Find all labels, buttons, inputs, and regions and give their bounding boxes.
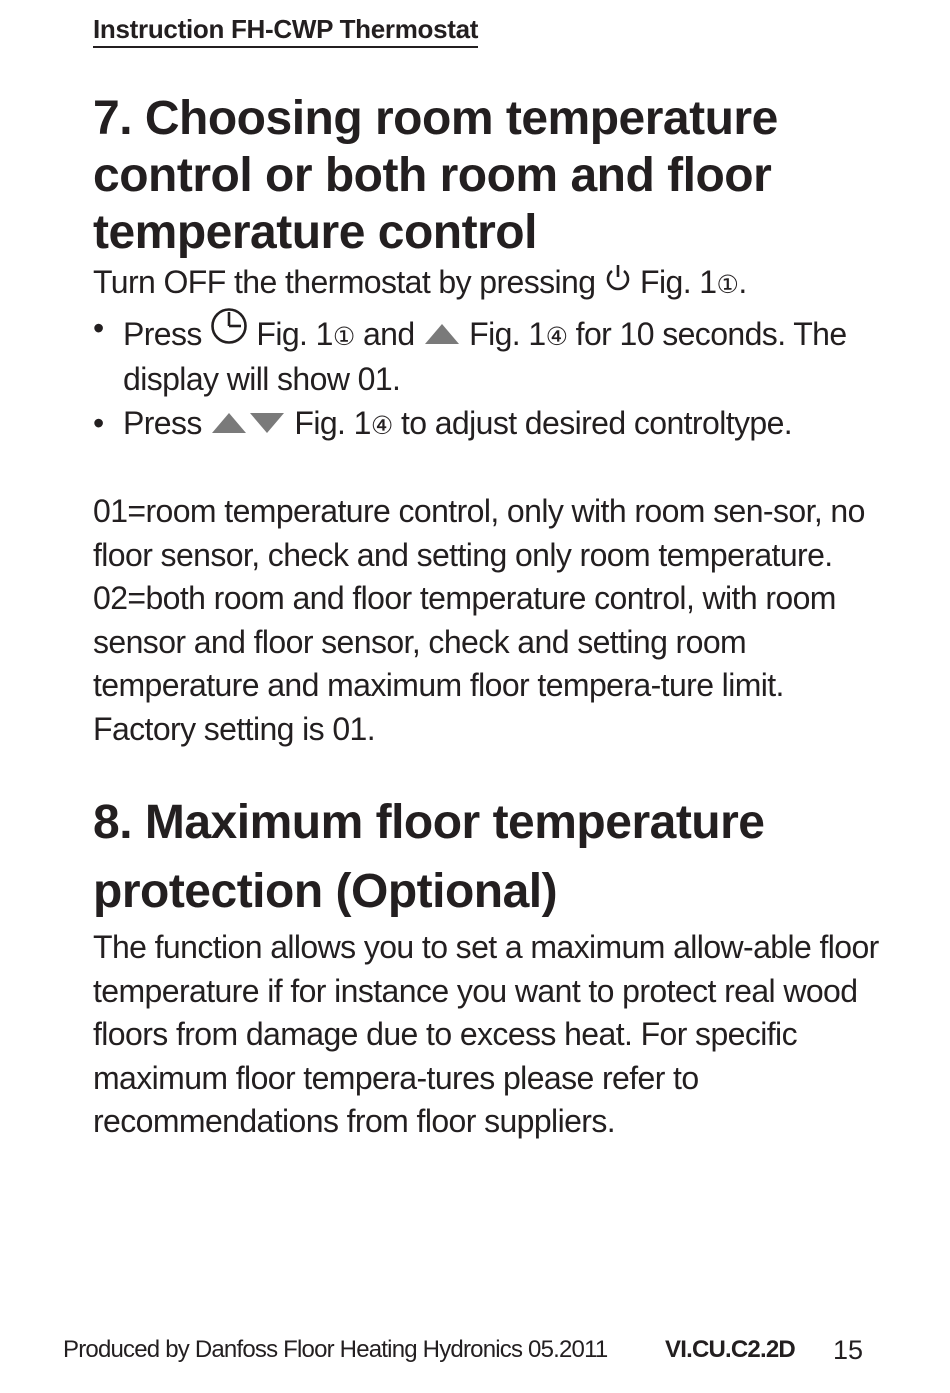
document-header: Instruction FH-CWP Thermostat [93, 12, 478, 48]
list-item [93, 402, 893, 448]
section-7-heading: 7. Choosing room temperature control or both room and floor temperature control [93, 92, 778, 259]
footer-producer: Produced by Danfoss Floor Heating Hydronics 05.2011 [63, 1336, 608, 1363]
option-02-description: 02=both room and floor temperature control, with room sensor and floor sensor, check and setting room temperature and maximum floor tempera-ture limit. [93, 580, 836, 703]
section-7-intro [93, 261, 893, 307]
instruction-list [93, 307, 893, 448]
circled-four: ④ [545, 321, 568, 351]
page-number: 15 [833, 1335, 864, 1365]
down-arrow-icon [250, 413, 284, 433]
and-text: and [354, 315, 415, 352]
press-label: Press [123, 315, 202, 352]
circled-one: ① [716, 270, 739, 299]
fig-ref: Fig. 1 [460, 315, 546, 352]
bullet: • [93, 404, 104, 441]
power-icon [604, 263, 632, 293]
intro-end: . [738, 264, 747, 300]
bullet-rest: to adjust desired controltype. [392, 404, 793, 441]
up-arrow-icon [212, 413, 246, 433]
fig-ref: Fig. 1 [248, 315, 333, 352]
factory-setting: Factory setting is 01. [93, 710, 376, 747]
section-8-body: The function allows you to set a maximum allow-able floor temperature if for instance you want to protect real wood floors from damage due to excess heat. For specific maximum floor tempera-tures please refer to recommendations from floor suppliers. [93, 929, 879, 1139]
list-item [93, 307, 893, 402]
document-code: VI.CU.C2.2D [665, 1336, 795, 1363]
spacer [93, 447, 893, 490]
press-label: Press [123, 404, 202, 441]
page-content [93, 90, 893, 1144]
bullet: • [93, 309, 104, 346]
bullet-rest: for 10 seconds. The display will show 01. [123, 315, 847, 397]
section-8-heading: 8. Maximum floor temperature protection (Optional) [93, 796, 765, 918]
intro-text: Turn OFF the thermostat by pressing [93, 264, 596, 300]
clock-icon [210, 307, 248, 345]
up-arrow-icon [425, 324, 459, 344]
fig-ref: Fig. 1 [286, 404, 371, 441]
intro-fig: Fig. 1 [631, 264, 717, 300]
circled-four: ④ [370, 410, 393, 440]
circled-one: ① [332, 321, 355, 351]
option-01-description: 01=room temperature control, only with room sen-sor, no floor sensor, check and setting only room temperature. [93, 493, 865, 573]
